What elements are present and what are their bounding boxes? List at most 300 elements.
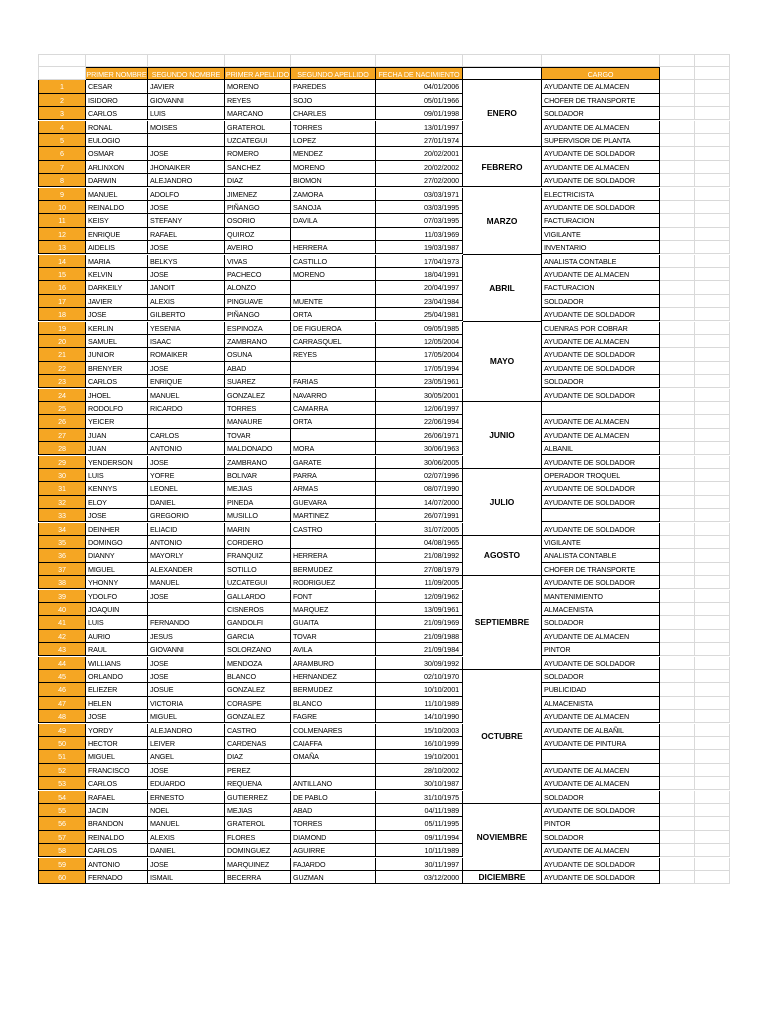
empty-cell[interactable] bbox=[695, 737, 730, 750]
second-name[interactable]: JOSE bbox=[148, 362, 225, 375]
first-name[interactable]: MIGUEL bbox=[86, 563, 148, 576]
second-name[interactable]: JHONAIKER bbox=[148, 161, 225, 174]
birth-date[interactable]: 26/07/1991 bbox=[376, 509, 463, 522]
second-surname[interactable]: ZAMORA bbox=[291, 188, 376, 201]
first-surname[interactable]: FLORES bbox=[225, 831, 291, 844]
birth-date[interactable]: 26/06/1971 bbox=[376, 429, 463, 442]
position[interactable]: AYUDANTE DE ALMACEN bbox=[542, 630, 660, 643]
empty-cell[interactable] bbox=[695, 442, 730, 455]
second-surname[interactable]: HERRERA bbox=[291, 549, 376, 562]
first-name[interactable]: ANTONIO bbox=[86, 858, 148, 871]
empty-cell[interactable] bbox=[660, 817, 695, 830]
row-number[interactable]: 15 bbox=[38, 268, 86, 281]
empty-cell[interactable] bbox=[660, 871, 695, 884]
second-surname[interactable]: PAREDES bbox=[291, 80, 376, 93]
second-name[interactable]: ALEXIS bbox=[148, 295, 225, 308]
first-name[interactable]: REINALDO bbox=[86, 831, 148, 844]
empty-cell[interactable] bbox=[660, 107, 695, 120]
first-name[interactable]: CESAR bbox=[86, 80, 148, 93]
first-surname[interactable]: PINGUAVE bbox=[225, 295, 291, 308]
first-name[interactable]: ISIDORO bbox=[86, 94, 148, 107]
first-surname[interactable]: ALONZO bbox=[225, 281, 291, 294]
month-label[interactable]: OCTUBRE bbox=[463, 670, 542, 804]
position[interactable]: AYUDANTE DE SOLDADOR bbox=[542, 576, 660, 589]
position[interactable]: INVENTARIO bbox=[542, 241, 660, 254]
first-surname[interactable]: OSORIO bbox=[225, 214, 291, 227]
empty-cell[interactable] bbox=[660, 134, 695, 147]
row-number[interactable]: 39 bbox=[38, 590, 86, 603]
first-name[interactable]: REINALDO bbox=[86, 201, 148, 214]
empty-cell[interactable] bbox=[695, 335, 730, 348]
empty-cell[interactable] bbox=[695, 509, 730, 522]
second-name[interactable]: MANUEL bbox=[148, 576, 225, 589]
empty-cell[interactable] bbox=[695, 255, 730, 268]
first-name[interactable]: ELOY bbox=[86, 496, 148, 509]
first-surname[interactable]: ROMERO bbox=[225, 147, 291, 160]
second-name[interactable]: ERNESTO bbox=[148, 791, 225, 804]
second-surname[interactable]: NAVARRO bbox=[291, 389, 376, 402]
position[interactable]: AYUDANTE DE SOLDADOR bbox=[542, 804, 660, 817]
second-surname[interactable]: BLANCO bbox=[291, 697, 376, 710]
first-surname[interactable]: QUIROZ bbox=[225, 228, 291, 241]
first-name[interactable]: JOSE bbox=[86, 710, 148, 723]
position[interactable]: CUENRAS POR COBRAR bbox=[542, 322, 660, 335]
second-name[interactable]: ELIACID bbox=[148, 523, 225, 536]
position[interactable]: MANTENIMIENTO bbox=[542, 590, 660, 603]
row-number[interactable]: 34 bbox=[38, 523, 86, 536]
row-number[interactable]: 32 bbox=[38, 496, 86, 509]
row-number[interactable]: 53 bbox=[38, 777, 86, 790]
second-surname[interactable]: ANTILLANO bbox=[291, 777, 376, 790]
empty-cell[interactable] bbox=[695, 871, 730, 884]
position[interactable]: AYUDANTE DE SOLDADOR bbox=[542, 389, 660, 402]
empty-cell[interactable] bbox=[660, 791, 695, 804]
birth-date[interactable]: 30/09/1992 bbox=[376, 657, 463, 670]
second-name[interactable]: RAFAEL bbox=[148, 228, 225, 241]
empty-cell[interactable] bbox=[695, 563, 730, 576]
second-surname[interactable]: ARMAS bbox=[291, 482, 376, 495]
empty-cell[interactable] bbox=[660, 94, 695, 107]
empty-cell[interactable] bbox=[660, 844, 695, 857]
birth-date[interactable]: 15/10/2003 bbox=[376, 724, 463, 737]
second-surname[interactable]: BIOMON bbox=[291, 174, 376, 187]
first-name[interactable]: JUAN bbox=[86, 442, 148, 455]
first-surname[interactable]: ZAMBRANO bbox=[225, 456, 291, 469]
position[interactable]: AYUDANTE DE ALMACEN bbox=[542, 764, 660, 777]
empty-cell[interactable] bbox=[660, 214, 695, 227]
second-surname[interactable]: ORTA bbox=[291, 415, 376, 428]
birth-date[interactable]: 13/09/1961 bbox=[376, 603, 463, 616]
first-surname[interactable]: BECERRA bbox=[225, 871, 291, 884]
first-name[interactable]: AIDELIS bbox=[86, 241, 148, 254]
second-name[interactable]: ISAAC bbox=[148, 335, 225, 348]
second-surname[interactable]: FONT bbox=[291, 590, 376, 603]
second-surname[interactable]: SANOJA bbox=[291, 201, 376, 214]
empty-cell[interactable] bbox=[695, 214, 730, 227]
first-surname[interactable]: PINEDA bbox=[225, 496, 291, 509]
month-label[interactable]: ABRIL bbox=[463, 255, 542, 322]
position[interactable]: AYUDANTE DE ALMACEN bbox=[542, 429, 660, 442]
empty-cell[interactable] bbox=[660, 415, 695, 428]
second-surname[interactable]: MENDEZ bbox=[291, 147, 376, 160]
empty-cell[interactable] bbox=[695, 523, 730, 536]
row-number[interactable]: 14 bbox=[38, 255, 86, 268]
birth-date[interactable]: 21/09/1984 bbox=[376, 643, 463, 656]
first-name[interactable]: RAUL bbox=[86, 643, 148, 656]
first-surname[interactable]: CASTRO bbox=[225, 724, 291, 737]
empty-cell[interactable] bbox=[660, 697, 695, 710]
position[interactable]: AYUDANTE DE SOLDADOR bbox=[542, 496, 660, 509]
second-surname[interactable]: AGUIRRE bbox=[291, 844, 376, 857]
empty-cell[interactable] bbox=[660, 576, 695, 589]
second-surname[interactable]: FARIAS bbox=[291, 375, 376, 388]
first-name[interactable]: KELVIN bbox=[86, 268, 148, 281]
birth-date[interactable]: 23/04/1984 bbox=[376, 295, 463, 308]
row-number[interactable]: 31 bbox=[38, 482, 86, 495]
first-surname[interactable]: OSUNA bbox=[225, 348, 291, 361]
empty-cell[interactable] bbox=[695, 375, 730, 388]
second-name[interactable]: JESUS bbox=[148, 630, 225, 643]
second-surname[interactable]: MUENTE bbox=[291, 295, 376, 308]
position[interactable]: AYUDANTE DE SOLDADOR bbox=[542, 201, 660, 214]
second-surname[interactable]: COLMENARES bbox=[291, 724, 376, 737]
second-name[interactable]: ANGEL bbox=[148, 750, 225, 763]
empty-cell[interactable] bbox=[660, 469, 695, 482]
second-name[interactable]: GREGORIO bbox=[148, 509, 225, 522]
first-name[interactable]: DARWIN bbox=[86, 174, 148, 187]
position[interactable]: SOLDADOR bbox=[542, 375, 660, 388]
birth-date[interactable]: 12/06/1997 bbox=[376, 402, 463, 415]
position[interactable]: AYUDANTE DE PINTURA bbox=[542, 737, 660, 750]
row-number[interactable]: 36 bbox=[38, 549, 86, 562]
second-name[interactable]: JOSE bbox=[148, 858, 225, 871]
row-number[interactable]: 49 bbox=[38, 724, 86, 737]
position[interactable]: FACTURACION bbox=[542, 214, 660, 227]
birth-date[interactable]: 27/08/1979 bbox=[376, 563, 463, 576]
second-surname[interactable]: CASTRO bbox=[291, 523, 376, 536]
first-surname[interactable]: ZAMBRANO bbox=[225, 335, 291, 348]
empty-cell[interactable] bbox=[695, 777, 730, 790]
first-surname[interactable]: GONZALEZ bbox=[225, 389, 291, 402]
row-number[interactable]: 13 bbox=[38, 241, 86, 254]
second-surname[interactable]: GUEVARA bbox=[291, 496, 376, 509]
position[interactable]: OPERADOR TROQUEL bbox=[542, 469, 660, 482]
birth-date[interactable]: 30/06/1963 bbox=[376, 442, 463, 455]
empty-cell[interactable] bbox=[542, 54, 660, 67]
empty-cell[interactable] bbox=[695, 174, 730, 187]
second-surname[interactable] bbox=[291, 764, 376, 777]
empty-cell[interactable] bbox=[695, 107, 730, 120]
empty-cell[interactable] bbox=[695, 616, 730, 629]
row-number[interactable]: 45 bbox=[38, 670, 86, 683]
empty-cell[interactable] bbox=[695, 683, 730, 696]
empty-cell[interactable] bbox=[695, 549, 730, 562]
position[interactable] bbox=[542, 402, 660, 415]
empty-cell[interactable] bbox=[695, 603, 730, 616]
empty-cell[interactable] bbox=[660, 523, 695, 536]
month-label[interactable]: MAYO bbox=[463, 322, 542, 402]
birth-date[interactable]: 19/03/1987 bbox=[376, 241, 463, 254]
empty-cell[interactable] bbox=[695, 576, 730, 589]
position[interactable]: AYUDANTE DE ALMACEN bbox=[542, 777, 660, 790]
row-number[interactable]: 59 bbox=[38, 858, 86, 871]
second-surname[interactable]: PARRA bbox=[291, 469, 376, 482]
birth-date[interactable]: 21/09/1969 bbox=[376, 616, 463, 629]
empty-cell[interactable] bbox=[660, 442, 695, 455]
empty-cell[interactable] bbox=[695, 295, 730, 308]
first-surname[interactable]: ABAD bbox=[225, 362, 291, 375]
row-number[interactable]: 50 bbox=[38, 737, 86, 750]
position[interactable]: SUPERVISOR DE PLANTA bbox=[542, 134, 660, 147]
first-name[interactable]: DOMINGO bbox=[86, 536, 148, 549]
empty-cell[interactable] bbox=[660, 831, 695, 844]
first-surname[interactable]: MUSILLO bbox=[225, 509, 291, 522]
first-name[interactable]: YORDY bbox=[86, 724, 148, 737]
birth-date[interactable]: 20/04/1997 bbox=[376, 281, 463, 294]
first-name[interactable]: ENRIQUE bbox=[86, 228, 148, 241]
birth-date[interactable]: 03/12/2000 bbox=[376, 871, 463, 884]
row-number[interactable]: 29 bbox=[38, 456, 86, 469]
empty-cell[interactable] bbox=[695, 147, 730, 160]
first-name[interactable]: FRANCISCO bbox=[86, 764, 148, 777]
first-name[interactable]: FERNADO bbox=[86, 871, 148, 884]
row-number[interactable]: 42 bbox=[38, 630, 86, 643]
position[interactable] bbox=[542, 509, 660, 522]
empty-cell[interactable] bbox=[660, 858, 695, 871]
row-number[interactable]: 60 bbox=[38, 871, 86, 884]
first-surname[interactable]: VIVAS bbox=[225, 255, 291, 268]
second-name[interactable]: JOSE bbox=[148, 764, 225, 777]
second-name[interactable]: ENRIQUE bbox=[148, 375, 225, 388]
empty-cell[interactable] bbox=[660, 308, 695, 321]
birth-date[interactable]: 22/06/1994 bbox=[376, 415, 463, 428]
birth-date[interactable]: 28/10/2002 bbox=[376, 764, 463, 777]
first-surname[interactable]: MANAURE bbox=[225, 415, 291, 428]
empty-cell[interactable] bbox=[660, 737, 695, 750]
first-surname[interactable]: MORENO bbox=[225, 80, 291, 93]
second-name[interactable] bbox=[148, 603, 225, 616]
empty-cell[interactable] bbox=[695, 308, 730, 321]
row-number[interactable]: 33 bbox=[38, 509, 86, 522]
first-name[interactable]: ELIEZER bbox=[86, 683, 148, 696]
first-name[interactable]: JOSE bbox=[86, 509, 148, 522]
first-name[interactable]: WILLIANS bbox=[86, 657, 148, 670]
second-surname[interactable]: GUZMAN bbox=[291, 871, 376, 884]
row-number[interactable]: 46 bbox=[38, 683, 86, 696]
first-name[interactable]: JOAQUIN bbox=[86, 603, 148, 616]
empty-cell[interactable] bbox=[148, 54, 225, 67]
empty-cell[interactable] bbox=[695, 415, 730, 428]
empty-cell[interactable] bbox=[660, 750, 695, 763]
second-surname[interactable]: LOPEZ bbox=[291, 134, 376, 147]
second-surname[interactable]: FAGRE bbox=[291, 710, 376, 723]
birth-date[interactable]: 12/09/1962 bbox=[376, 590, 463, 603]
empty-cell[interactable] bbox=[376, 54, 463, 67]
second-name[interactable]: GIOVANNI bbox=[148, 643, 225, 656]
row-number[interactable]: 4 bbox=[38, 121, 86, 134]
row-number[interactable]: 17 bbox=[38, 295, 86, 308]
first-name[interactable]: OSMAR bbox=[86, 147, 148, 160]
first-name[interactable]: MARIA bbox=[86, 255, 148, 268]
month-label[interactable]: FEBRERO bbox=[463, 147, 542, 187]
first-name[interactable]: JHOEL bbox=[86, 389, 148, 402]
second-surname[interactable] bbox=[291, 429, 376, 442]
birth-date[interactable]: 10/10/2001 bbox=[376, 683, 463, 696]
empty-cell[interactable] bbox=[695, 590, 730, 603]
second-surname[interactable]: ABAD bbox=[291, 804, 376, 817]
empty-cell[interactable] bbox=[660, 322, 695, 335]
row-number[interactable]: 44 bbox=[38, 657, 86, 670]
empty-cell[interactable] bbox=[660, 657, 695, 670]
first-surname[interactable]: MARIN bbox=[225, 523, 291, 536]
second-name[interactable]: MANUEL bbox=[148, 817, 225, 830]
birth-date[interactable]: 04/01/2006 bbox=[376, 80, 463, 93]
month-label[interactable]: NOVIEMBRE bbox=[463, 804, 542, 871]
birth-date[interactable]: 11/03/1969 bbox=[376, 228, 463, 241]
empty-cell[interactable] bbox=[695, 54, 730, 67]
row-number[interactable]: 19 bbox=[38, 322, 86, 335]
empty-cell[interactable] bbox=[695, 456, 730, 469]
position[interactable]: ANALISTA CONTABLE bbox=[542, 549, 660, 562]
empty-cell[interactable] bbox=[695, 121, 730, 134]
position[interactable]: AYUDANTE DE SOLDADOR bbox=[542, 456, 660, 469]
first-name[interactable]: HELEN bbox=[86, 697, 148, 710]
empty-cell[interactable] bbox=[660, 429, 695, 442]
first-surname[interactable]: UZCATEGUI bbox=[225, 576, 291, 589]
empty-cell[interactable] bbox=[695, 322, 730, 335]
first-name[interactable]: AURIO bbox=[86, 630, 148, 643]
first-name[interactable]: BRANDON bbox=[86, 817, 148, 830]
second-surname[interactable] bbox=[291, 362, 376, 375]
position[interactable]: VIGILANTE bbox=[542, 536, 660, 549]
empty-cell[interactable] bbox=[660, 281, 695, 294]
first-surname[interactable]: TOVAR bbox=[225, 429, 291, 442]
row-number[interactable]: 35 bbox=[38, 536, 86, 549]
position[interactable]: PINTOR bbox=[542, 643, 660, 656]
birth-date[interactable]: 17/05/2004 bbox=[376, 348, 463, 361]
birth-date[interactable]: 14/07/2000 bbox=[376, 496, 463, 509]
empty-cell[interactable] bbox=[660, 54, 695, 67]
first-name[interactable]: ARLINXON bbox=[86, 161, 148, 174]
empty-cell[interactable] bbox=[695, 791, 730, 804]
second-name[interactable]: LEONEL bbox=[148, 482, 225, 495]
first-surname[interactable]: BOLIVAR bbox=[225, 469, 291, 482]
empty-cell[interactable] bbox=[695, 402, 730, 415]
row-number[interactable]: 3 bbox=[38, 107, 86, 120]
second-name[interactable]: JOSE bbox=[148, 657, 225, 670]
first-surname[interactable]: CORDERO bbox=[225, 536, 291, 549]
first-name[interactable]: RAFAEL bbox=[86, 791, 148, 804]
first-name[interactable]: RODOLFO bbox=[86, 402, 148, 415]
position[interactable]: AYUDANTE DE SOLDADOR bbox=[542, 348, 660, 361]
row-number[interactable]: 47 bbox=[38, 697, 86, 710]
position[interactable]: AYUDANTE DE ALMACEN bbox=[542, 161, 660, 174]
birth-date[interactable]: 07/03/1995 bbox=[376, 214, 463, 227]
second-surname[interactable]: BERMUDEZ bbox=[291, 683, 376, 696]
row-number[interactable]: 43 bbox=[38, 643, 86, 656]
first-surname[interactable]: BLANCO bbox=[225, 670, 291, 683]
first-name[interactable]: JAVIER bbox=[86, 295, 148, 308]
birth-date[interactable]: 30/06/2005 bbox=[376, 456, 463, 469]
empty-cell[interactable] bbox=[695, 134, 730, 147]
second-surname[interactable] bbox=[291, 281, 376, 294]
empty-cell[interactable] bbox=[660, 255, 695, 268]
second-name[interactable]: ALEJANDRO bbox=[148, 174, 225, 187]
birth-date[interactable]: 23/05/1961 bbox=[376, 375, 463, 388]
empty-cell[interactable] bbox=[695, 362, 730, 375]
second-name[interactable]: DANIEL bbox=[148, 844, 225, 857]
second-name[interactable]: ANTONIO bbox=[148, 536, 225, 549]
position[interactable]: AYUDANTE DE SOLDADOR bbox=[542, 657, 660, 670]
birth-date[interactable]: 31/10/1975 bbox=[376, 791, 463, 804]
position[interactable]: PUBLICIDAD bbox=[542, 683, 660, 696]
second-surname[interactable]: CHARLES bbox=[291, 107, 376, 120]
birth-date[interactable]: 10/11/1989 bbox=[376, 844, 463, 857]
row-number[interactable]: 21 bbox=[38, 348, 86, 361]
empty-cell[interactable] bbox=[695, 94, 730, 107]
empty-cell[interactable] bbox=[38, 54, 86, 67]
position[interactable]: AYUDANTE DE SOLDADOR bbox=[542, 362, 660, 375]
empty-cell[interactable] bbox=[695, 670, 730, 683]
second-name[interactable]: MIGUEL bbox=[148, 710, 225, 723]
birth-date[interactable]: 31/07/2005 bbox=[376, 523, 463, 536]
empty-cell[interactable] bbox=[291, 54, 376, 67]
empty-cell[interactable] bbox=[660, 563, 695, 576]
position[interactable]: AYUDANTE DE SOLDADOR bbox=[542, 523, 660, 536]
second-surname[interactable]: CARRASQUEL bbox=[291, 335, 376, 348]
second-name[interactable]: YESENIA bbox=[148, 322, 225, 335]
first-name[interactable]: JUNIOR bbox=[86, 348, 148, 361]
first-surname[interactable]: MEJIAS bbox=[225, 804, 291, 817]
second-surname[interactable] bbox=[291, 228, 376, 241]
second-name[interactable]: JOSE bbox=[148, 670, 225, 683]
second-surname[interactable]: FAJARDO bbox=[291, 858, 376, 871]
second-surname[interactable]: MARQUEZ bbox=[291, 603, 376, 616]
position[interactable]: AYUDANTE DE ALMACEN bbox=[542, 415, 660, 428]
empty-cell[interactable] bbox=[695, 657, 730, 670]
empty-cell[interactable] bbox=[463, 54, 542, 67]
empty-cell[interactable] bbox=[660, 147, 695, 160]
empty-cell[interactable] bbox=[695, 710, 730, 723]
empty-cell[interactable] bbox=[695, 268, 730, 281]
second-surname[interactable]: CAMARRA bbox=[291, 402, 376, 415]
empty-cell[interactable] bbox=[660, 268, 695, 281]
second-name[interactable]: LEIVER bbox=[148, 737, 225, 750]
position[interactable]: AYUDANTE DE SOLDADOR bbox=[542, 308, 660, 321]
row-number[interactable]: 8 bbox=[38, 174, 86, 187]
row-number[interactable]: 9 bbox=[38, 188, 86, 201]
second-name[interactable]: ADOLFO bbox=[148, 188, 225, 201]
first-name[interactable]: JUAN bbox=[86, 429, 148, 442]
empty-cell[interactable] bbox=[660, 67, 695, 80]
first-surname[interactable]: MALDONADO bbox=[225, 442, 291, 455]
birth-date[interactable]: 11/09/2005 bbox=[376, 576, 463, 589]
position[interactable]: AYUDANTE DE ALMACEN bbox=[542, 268, 660, 281]
first-surname[interactable]: MEJIAS bbox=[225, 482, 291, 495]
birth-date[interactable]: 30/05/2001 bbox=[376, 389, 463, 402]
first-surname[interactable]: DIAZ bbox=[225, 174, 291, 187]
second-surname[interactable]: DAVILA bbox=[291, 214, 376, 227]
second-name[interactable]: LUIS bbox=[148, 107, 225, 120]
position[interactable]: VIGILANTE bbox=[542, 228, 660, 241]
birth-date[interactable]: 17/05/1994 bbox=[376, 362, 463, 375]
first-surname[interactable]: SANCHEZ bbox=[225, 161, 291, 174]
first-surname[interactable]: CORASPE bbox=[225, 697, 291, 710]
empty-cell[interactable] bbox=[660, 295, 695, 308]
second-name[interactable]: ROMAIKER bbox=[148, 348, 225, 361]
birth-date[interactable]: 18/04/1991 bbox=[376, 268, 463, 281]
birth-date[interactable]: 20/02/2002 bbox=[376, 161, 463, 174]
